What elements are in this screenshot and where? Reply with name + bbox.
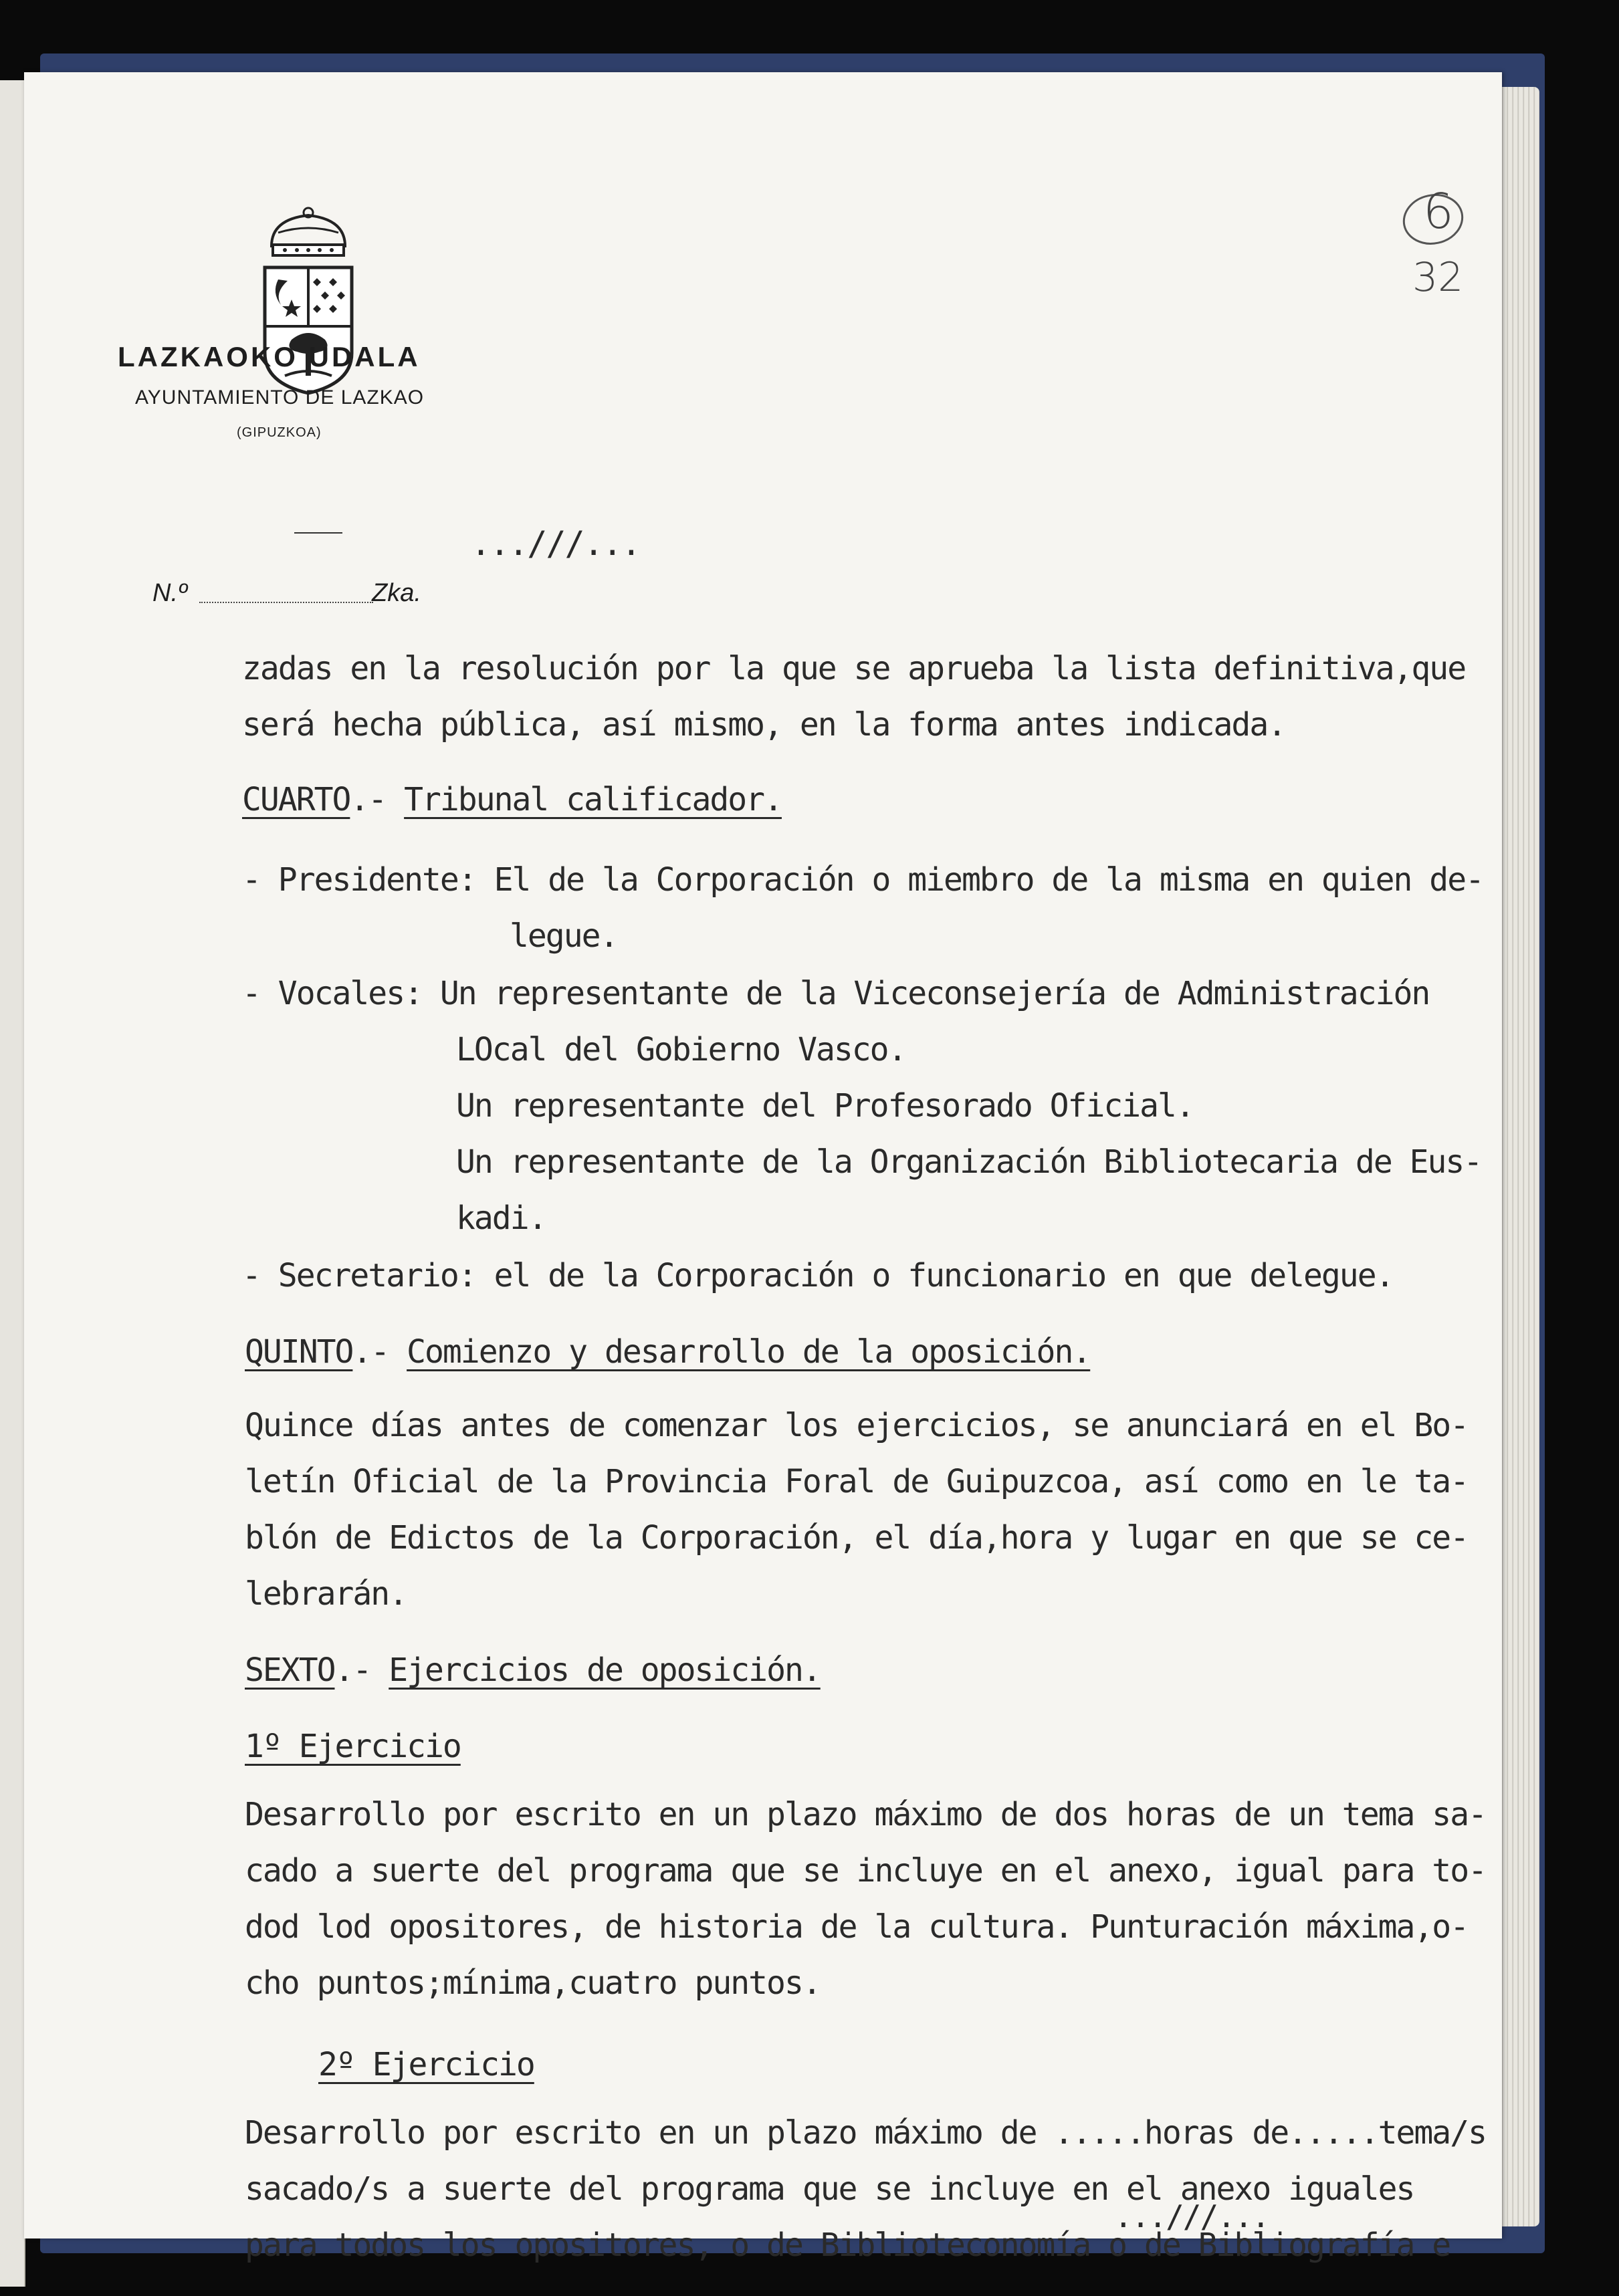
- body-line-15: Desarrollo por escrito en un plazo máximo de dos horas de un tema sa-: [245, 1796, 1486, 1833]
- page-number: 32: [1412, 254, 1464, 301]
- province-label: (GIPUZKOA): [237, 425, 322, 440]
- body-line-6: LOcal del Gobierno Vasco.: [456, 1031, 906, 1068]
- document-page: [24, 72, 1502, 2264]
- sexto-label: SEXTO: [245, 1651, 335, 1689]
- org-name-spanish: AYUNTAMIENTO DE LAZKAO: [135, 386, 425, 409]
- body-line-4: legue.: [510, 917, 618, 955]
- body-line-19: Desarrollo por escrito en un plazo máximo de .....horas de.....tema/s: [245, 2114, 1486, 2152]
- header-rule: [294, 532, 342, 534]
- quinto-title: Comienzo y desarrollo de la oposición.: [407, 1333, 1091, 1371]
- number-label: N.º: [152, 579, 187, 607]
- body-line-11: Quince días antes de comenzar los ejercicios, se anunciará en el Bo-: [245, 1407, 1469, 1444]
- body-line-1: zadas en la resolución por la que se aprueba la lista definitiva,que: [242, 650, 1466, 687]
- quinto-label: QUINTO: [245, 1333, 353, 1371]
- cuarto-title: Tribunal calificador.: [404, 781, 782, 818]
- body-line-12: letín Oficial de la Provincia Foral de Guipuzcoa, así como en le ta-: [245, 1463, 1469, 1500]
- body-line-7: Un representante del Profesorado Oficial.: [456, 1087, 1194, 1125]
- body-line-16: cado a suerte del programa que se incluye en el anexo, igual para to-: [245, 1852, 1486, 1889]
- body-line-2: será hecha pública, así mismo, en la forma antes indicada.: [242, 706, 1286, 743]
- page-stack-edges: [1498, 87, 1539, 2226]
- body-line-10: - Secretario: el de la Corporación o funcionario en que delegue.: [242, 1257, 1394, 1294]
- continuation-mark-top: ...///...: [471, 524, 640, 563]
- quinto-sep: .-: [352, 1333, 407, 1371]
- section-cuarto-heading: [242, 781, 782, 818]
- body-line-9: kadi.: [456, 1199, 546, 1237]
- body-line-8: Un representante de la Organización Bibliotecaria de Eus-: [456, 1143, 1482, 1181]
- ejercicio-2-heading: 2º Ejercicio: [318, 2046, 534, 2083]
- ejercicio-1-heading: 1º Ejercicio: [245, 1728, 461, 1765]
- cuarto-sep: .-: [350, 781, 405, 818]
- section-sexto-heading: [245, 1651, 821, 1689]
- section-quinto-heading: [245, 1333, 1090, 1371]
- body-line-18: cho puntos;mínima,cuatro puntos.: [245, 1964, 821, 2002]
- cuarto-label: CUARTO: [242, 781, 350, 818]
- body-line-3: - Presidente: El de la Corporación o miembro de la misma en quien de-: [242, 861, 1483, 899]
- zka-label: Zka.: [372, 579, 421, 607]
- continuation-mark-bottom: ...///...: [1114, 2198, 1269, 2234]
- number-field-line: [199, 602, 373, 603]
- body-line-13: blón de Edictos de la Corporación, el día,hora y lugar en que se ce-: [245, 1519, 1469, 1557]
- left-page-edge: [0, 80, 25, 2287]
- body-line-14: lebrarán.: [245, 1575, 407, 1613]
- body-line-17: dod lod opositores, de historia de la cultura. Punturación máxima,o-: [245, 1908, 1469, 1946]
- sexto-title: Ejercicios de oposición.: [389, 1651, 821, 1689]
- body-line-5: - Vocales: Un representante de la Viceconsejería de Administración: [242, 975, 1430, 1012]
- sexto-sep: .-: [334, 1651, 389, 1689]
- circled-number: 6: [1423, 183, 1454, 239]
- body-line-20: sacado/s a suerte del programa que se incluye en el anexo iguales: [245, 2170, 1414, 2208]
- org-name-basque: LAZKAOKO UDALA: [118, 341, 421, 372]
- body-line-21: para todos los opositores, o de Biblioteconomía o de Bibliografía e: [245, 2226, 1450, 2264]
